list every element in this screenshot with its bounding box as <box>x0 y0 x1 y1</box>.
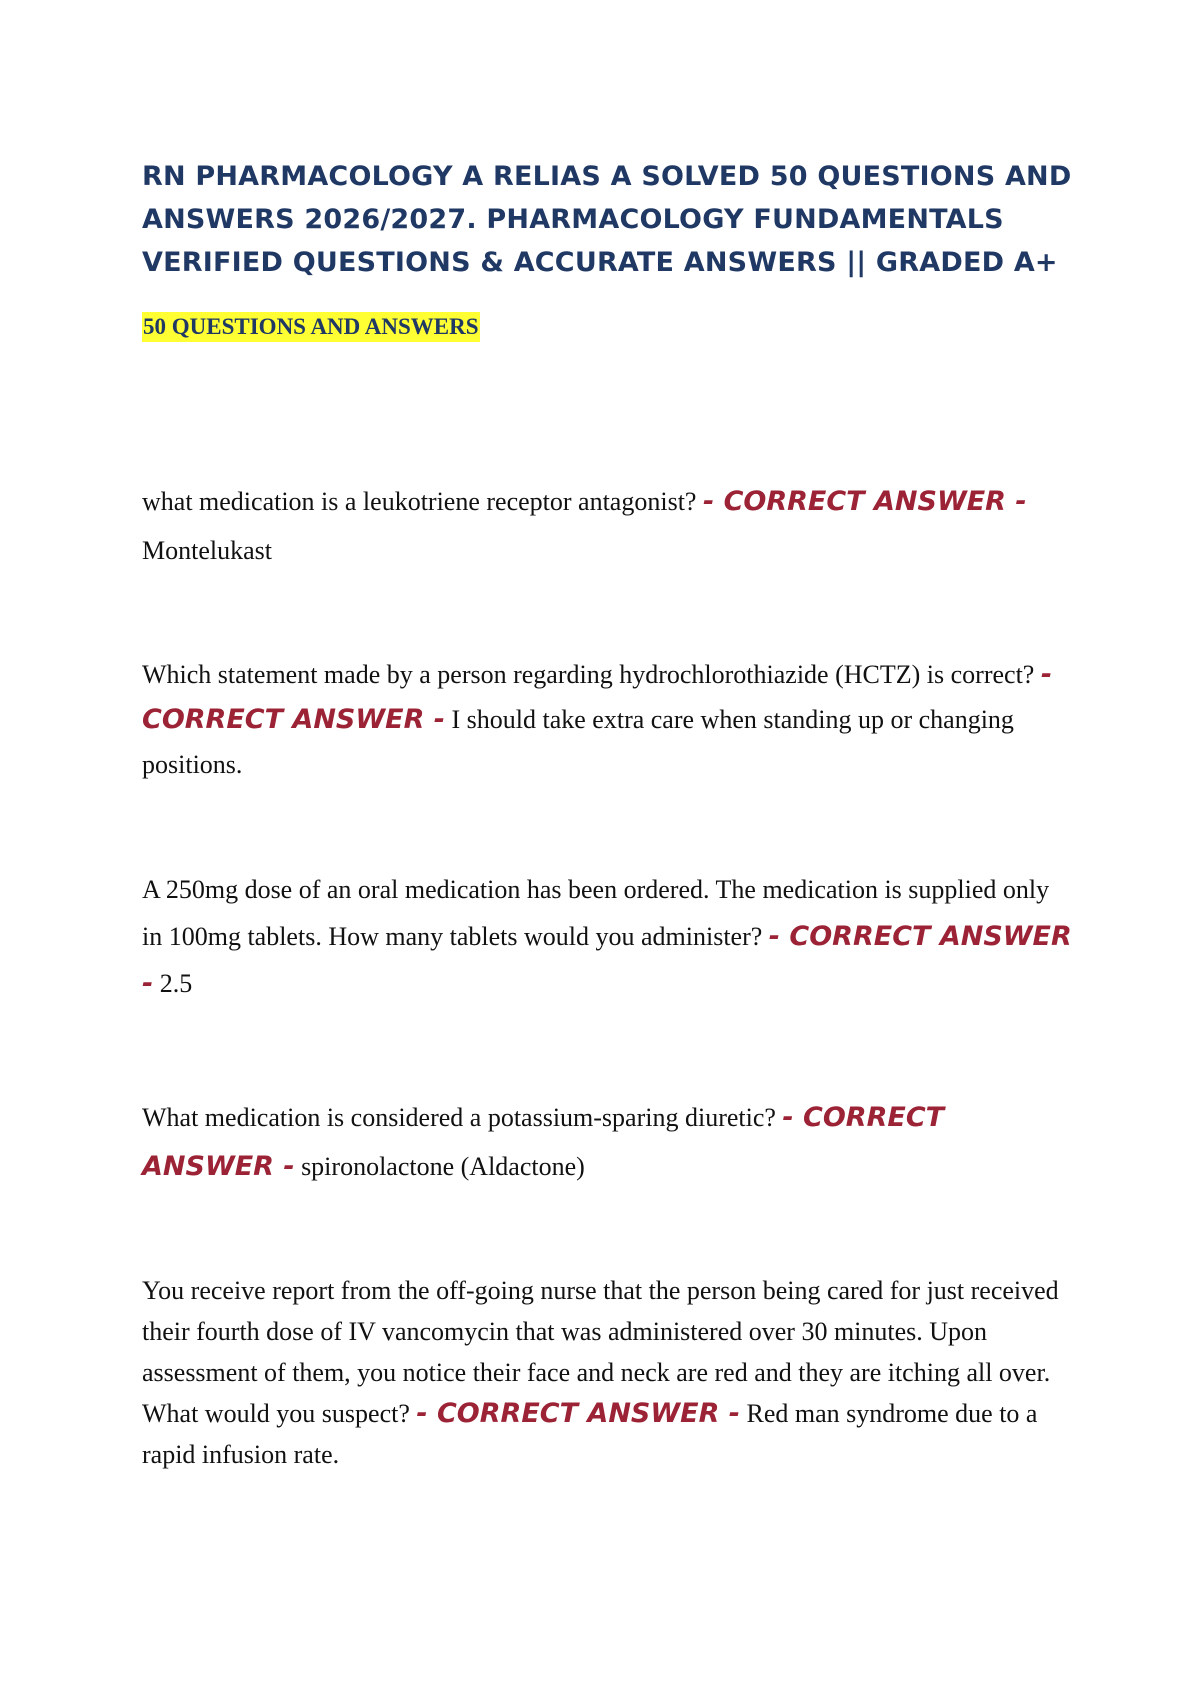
correct-answer-marker: - CORRECT ANSWER - <box>702 486 1027 517</box>
question-text: What medication is considered a potassium-sparing diuretic? <box>142 1103 776 1132</box>
correct-answer-marker: - CORRECT ANSWER - <box>142 659 1053 735</box>
qa-item-3 <box>142 866 1072 1007</box>
answer-text: 2.5 <box>159 969 193 998</box>
qa-item-1 <box>142 477 1072 575</box>
answer-text: spironolactone (Aldactone) <box>301 1152 585 1181</box>
qa-item-5 <box>142 1270 1072 1475</box>
answer-text: I should take extra care when standing up or changing positions. <box>142 705 1014 779</box>
subheading-wrapper <box>142 284 1072 342</box>
document-title: RN PHARMACOLOGY A RELIAS A SOLVED 50 QUESTIONS AND ANSWERS 2026/2027. PHARMACOLOGY FUNDAMENTALS VERIFIED QUESTIONS & ACCURATE ANSWERS || GRADED A+ <box>142 161 1072 278</box>
answer-text: Montelukast <box>142 536 272 565</box>
question-text: Which statement made by a person regarding hydrochlorothiazide (HCTZ) is correct? <box>142 660 1035 689</box>
question-text: what medication is a leukotriene receptor antagonist? <box>142 487 697 516</box>
document-content <box>142 155 1072 1469</box>
question-text: You receive report from the off-going nurse that the person being cared for just received their fourth dose of IV vancomycin that was administered over 30 minutes. Upon assessment of them, you notice their face and neck are red and they are itching all over. What would you suspect? <box>142 1276 1059 1428</box>
correct-answer-marker: - CORRECT ANSWER - <box>416 1398 740 1429</box>
highlighted-subheading: 50 QUESTIONS AND ANSWERS <box>142 312 480 342</box>
answer-text: Red man syndrome due to a rapid infusion rate. <box>142 1399 1038 1469</box>
question-text: A 250mg dose of an oral medication has been ordered. The medication is supplied only in 100mg tablets. How many tablets would you administer? <box>142 875 1050 951</box>
correct-answer-marker: - CORRECT ANSWER - <box>142 921 1072 999</box>
correct-answer-marker: - CORRECT ANSWER - <box>142 1102 945 1182</box>
qa-item-4 <box>142 1093 1072 1191</box>
qa-item-2 <box>142 652 1072 787</box>
